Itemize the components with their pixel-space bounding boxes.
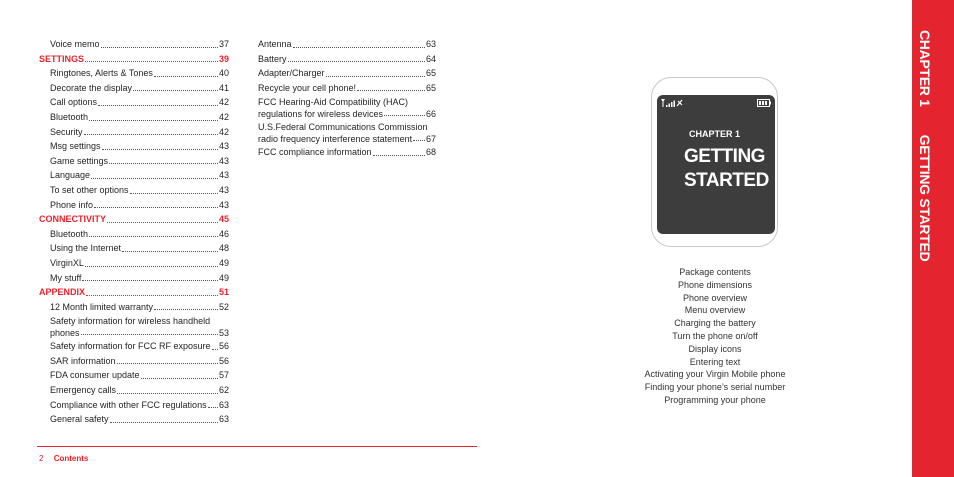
side-tab-text — [917, 30, 933, 261]
chapter-topic: Entering text — [689, 356, 741, 367]
chapter-topic: Charging the battery — [674, 318, 756, 329]
toc-leader — [84, 133, 218, 135]
toc-entry — [39, 37, 229, 52]
toc-entry-title-line1: U.S.Federal Communications Commission — [258, 122, 428, 133]
toc-entry-title: APPENDIX — [39, 287, 86, 298]
chapter-topic: Programming your phone — [664, 394, 766, 405]
toc-entry — [39, 168, 229, 183]
chapter-topic: Phone dimensions — [677, 279, 753, 290]
toc-entry-title: Ringtones, Alerts & Tones — [50, 68, 153, 79]
toc-entry-title: SAR information — [50, 355, 116, 366]
toc-entry-page: 45 — [218, 214, 229, 225]
toc-leader — [89, 119, 218, 121]
toc-column-left — [39, 37, 229, 427]
toc-entry-page: 43 — [218, 199, 229, 210]
toc-entry — [39, 383, 229, 398]
toc-entry-page: 39 — [218, 53, 229, 64]
toc-entry — [258, 52, 436, 67]
toc-leader — [212, 348, 218, 350]
toc-entry — [39, 125, 229, 140]
toc-entry-title: My stuff — [50, 272, 82, 283]
footer-label: Contents — [53, 454, 89, 463]
toc-entry — [39, 300, 229, 315]
toc-entry-title: Bluetooth — [50, 111, 89, 122]
toc-entry-page: 62 — [218, 385, 229, 396]
toc-leader — [117, 392, 218, 394]
chapter-topic: Turn the phone on/off — [672, 330, 758, 341]
toc-entry-page: 37 — [218, 39, 229, 49]
toc-entry-title: Emergency calls — [50, 385, 117, 396]
toc-leader — [85, 265, 218, 267]
toc-entry-page: 41 — [218, 82, 229, 93]
toc-entry-title: Safety information for FCC RF exposure — [50, 341, 211, 352]
toc-section — [39, 285, 229, 300]
toc-entry-title: regulations for wireless devices — [258, 109, 384, 120]
toc-entry — [39, 315, 229, 339]
chapter-topic: Phone overview — [682, 292, 748, 303]
toc-entry-page: 40 — [218, 68, 229, 79]
toc-entry — [39, 412, 229, 427]
toc-leader — [208, 406, 218, 408]
toc-entry-title: Battery — [258, 53, 287, 64]
toc-leader — [109, 162, 218, 164]
toc-entry-title: FCC compliance information — [258, 147, 372, 158]
toc-entry-title: Compliance with other FCC regulations — [50, 399, 207, 410]
toc-entry-title: Bluetooth — [50, 228, 89, 239]
toc-section — [39, 212, 229, 227]
toc-entry — [39, 139, 229, 154]
toc-entry-title: General safety — [50, 414, 109, 425]
toc-entry — [258, 81, 436, 96]
toc-leader — [154, 75, 218, 77]
toc-leader — [293, 46, 425, 48]
toc-entry — [258, 96, 436, 120]
toc-leader — [141, 377, 218, 379]
toc-entry-title: Language — [50, 170, 91, 181]
toc-leader — [86, 294, 218, 296]
toc-leader — [117, 362, 218, 364]
toc-leader — [326, 75, 425, 77]
toc-entry-page: 46 — [218, 228, 229, 239]
toc-leader — [130, 192, 218, 194]
toc-entry-title: Voice memo — [50, 39, 100, 49]
toc-leader — [122, 250, 218, 252]
toc-entry-page: 49 — [218, 257, 229, 268]
toc-entry — [39, 256, 229, 271]
toc-entry-title: Using the Internet — [50, 243, 122, 254]
toc-leader — [89, 235, 218, 237]
toc-leader — [94, 206, 218, 208]
toc-leader — [413, 139, 425, 141]
toc-entry-page: 43 — [218, 141, 229, 152]
signal-icon — [661, 98, 685, 108]
toc-entry-page: 57 — [218, 370, 229, 381]
toc-entry-title: SETTINGS — [39, 53, 85, 64]
toc-entry-page: 43 — [218, 184, 229, 195]
toc-entry-page: 56 — [218, 341, 229, 352]
toc-leader — [81, 333, 218, 335]
toc-entry — [39, 271, 229, 286]
status-bar — [661, 98, 771, 108]
chapter-topic: Package contents — [679, 267, 751, 277]
toc-entry-title: VirginXL — [50, 257, 84, 268]
screen-title-line1: GETTING — [684, 146, 765, 167]
toc-entry-page: 52 — [218, 301, 229, 312]
toc-leader — [110, 421, 218, 423]
toc-entry-title: Antenna — [258, 39, 292, 49]
screen-title-line2: STARTED — [684, 170, 769, 191]
chapter-topic: Finding your phone’s serial number — [644, 382, 786, 393]
toc-entry-page: 48 — [218, 243, 229, 254]
page-number: 2 — [39, 454, 44, 463]
chapter-side-tab — [912, 0, 954, 477]
toc-entry-page: 53 — [218, 328, 229, 339]
toc-entry-title: FDA consumer update — [50, 370, 140, 381]
toc-entry-page: 67 — [425, 134, 436, 145]
toc-leader — [107, 221, 218, 223]
toc-entry-page: 42 — [218, 126, 229, 137]
toc-leader — [357, 89, 425, 91]
chapter-topic: Display icons — [688, 343, 742, 354]
toc-entry-title: 12 Month limited warranty — [50, 301, 154, 312]
toc-entry-title: Phone info — [50, 199, 94, 210]
toc-entry — [258, 66, 436, 81]
toc-entry-page: 64 — [425, 53, 436, 64]
toc-entry-title: phones — [50, 328, 80, 339]
toc-entry-title: Msg settings — [50, 141, 101, 152]
toc-entry — [39, 95, 229, 110]
toc-section — [39, 52, 229, 67]
screen-chapter-label: CHAPTER 1 — [689, 129, 741, 139]
page-footer — [39, 454, 88, 463]
toc-entry-page: 63 — [218, 399, 229, 410]
toc-leader — [85, 60, 218, 62]
toc-entry-title: Adapter/Charger — [258, 68, 325, 79]
toc-entry-title: radio frequency interference statement — [258, 134, 413, 145]
toc-entry-page: 51 — [218, 287, 229, 298]
toc-entry-title-line1: Safety information for wireless handheld — [50, 316, 211, 327]
toc-leader — [288, 60, 425, 62]
toc-entry-page: 68 — [425, 147, 436, 158]
toc-leader — [373, 154, 425, 156]
chapter-topic: Menu overview — [684, 305, 746, 316]
toc-leader — [91, 177, 218, 179]
toc-entry-page: 63 — [425, 39, 436, 49]
toc-entry-page: 43 — [218, 170, 229, 181]
toc-leader — [98, 104, 218, 106]
footer-rule — [37, 446, 477, 447]
toc-entry — [39, 354, 229, 369]
battery-icon — [757, 99, 771, 107]
toc-entry-page: 66 — [425, 109, 436, 120]
toc-entry-page: 65 — [425, 68, 436, 79]
screen-title — [684, 145, 769, 193]
toc-entry-title: CONNECTIVITY — [39, 214, 107, 225]
toc-entry — [39, 81, 229, 96]
toc-entry — [39, 183, 229, 198]
toc-entry-page: 65 — [425, 82, 436, 93]
side-tab-chapter: CHAPTER 1 — [917, 30, 933, 107]
toc-entry-title: Security — [50, 126, 83, 137]
toc-leader — [384, 114, 425, 116]
toc-entry-title-line1: FCC Hearing-Aid Compatibility (HAC) — [258, 97, 409, 108]
side-tab-title: GETTING STARTED — [917, 134, 933, 262]
toc-entry-page: 63 — [218, 414, 229, 425]
chapter-topic: Activating your Virgin Mobile phone — [644, 369, 786, 380]
toc-entry — [39, 227, 229, 242]
toc-entry-title: Game settings — [50, 155, 109, 166]
toc-entry-title: Call options — [50, 97, 98, 108]
toc-entry-title: To set other options — [50, 184, 129, 195]
toc-entry-page: 49 — [218, 272, 229, 283]
toc-entry-title: Decorate the display — [50, 82, 133, 93]
toc-leader — [133, 89, 218, 91]
toc-entry-page: 42 — [218, 111, 229, 122]
toc-entry-page: 42 — [218, 97, 229, 108]
toc-entry — [39, 66, 229, 81]
toc-entry — [258, 145, 436, 160]
phone-screen — [657, 95, 775, 234]
toc-entry-page: 43 — [218, 155, 229, 166]
toc-leader — [82, 279, 218, 281]
toc-column-right — [258, 37, 436, 160]
toc-entry — [39, 154, 229, 169]
toc-entry — [39, 241, 229, 256]
toc-entry — [39, 368, 229, 383]
toc-entry — [39, 398, 229, 413]
toc-entry — [39, 198, 229, 213]
toc-entry — [258, 37, 436, 52]
toc-entry — [258, 121, 436, 145]
toc-entry — [39, 339, 229, 354]
toc-entry — [39, 110, 229, 125]
toc-entry-title: Recycle your cell phone! — [258, 82, 357, 93]
chapter-topics — [615, 266, 815, 407]
toc-leader — [102, 148, 218, 150]
toc-entry-page: 56 — [218, 355, 229, 366]
toc-leader — [154, 308, 218, 310]
toc-leader — [101, 46, 218, 48]
